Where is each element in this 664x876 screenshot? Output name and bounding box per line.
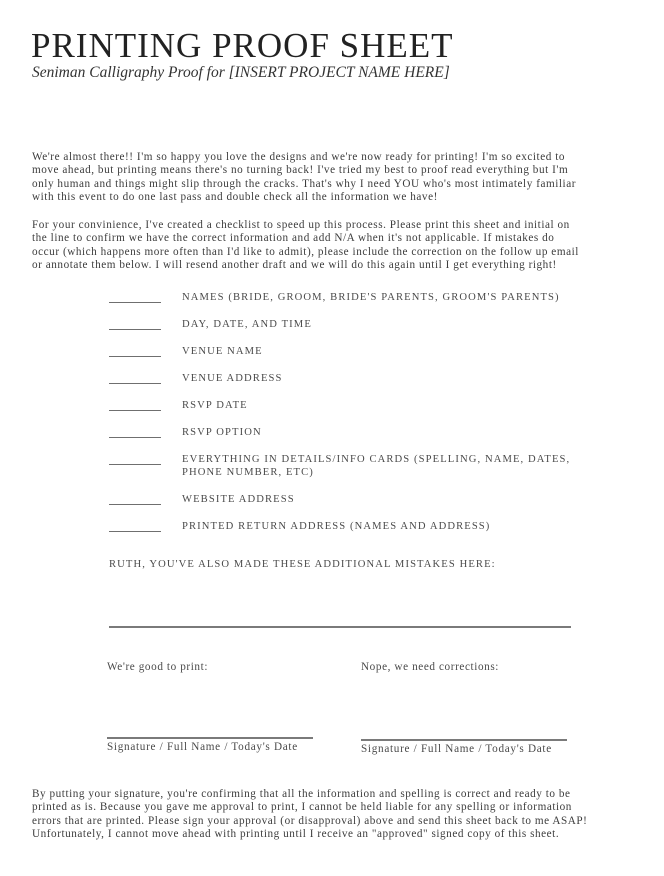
- reject-signature-caption: Signature / Full Name / Today's Date: [361, 743, 552, 755]
- checklist-label: PRINTED RETURN ADDRESS (NAMES AND ADDRESS): [182, 521, 491, 532]
- intro-line: only human and things might slip through the cracks. That's why I need YOU who's most intimately familiar: [32, 177, 577, 190]
- intro-line: with this event to do one last pass and double check all the information we have!: [32, 191, 438, 204]
- disclaimer-paragraph: [32, 788, 642, 842]
- disclaimer-line: Unfortunately, I cannot move ahead with printing until I receive an "approved" signed copy of this sheet.: [32, 828, 560, 841]
- initial-blank[interactable]: [109, 329, 161, 330]
- initial-blank[interactable]: [109, 531, 161, 532]
- intro-paragraph: [32, 151, 642, 205]
- reject-signature-line[interactable]: [361, 739, 567, 741]
- checklist-label: NAMES (BRIDE, GROOM, BRIDE'S PARENTS, GROOM'S PARENTS): [182, 292, 560, 303]
- checklist-label: EVERYTHING IN DETAILS/INFO CARDS (SPELLING, NAME, DATES,: [182, 454, 571, 465]
- approve-signature-line[interactable]: [107, 737, 313, 739]
- approve-heading: We're good to print:: [107, 661, 209, 673]
- intro-line: move ahead, but printing means there's no turning back! I've tried my best to proof read everything but I'm: [32, 164, 569, 177]
- disclaimer-line: errors that are printed. Please sign your approval (or disapproval) above and send this sheet back to me ASAP!: [32, 814, 588, 827]
- initial-blank[interactable]: [109, 504, 161, 505]
- instructions-paragraph: [32, 219, 642, 273]
- instructions-line: occur (which happens more often than I'd like to admit), please include the correction on the follow up email: [32, 245, 579, 258]
- checklist-label: DAY, DATE, AND TIME: [182, 319, 312, 330]
- initial-blank[interactable]: [109, 410, 161, 411]
- additional-mistakes-line[interactable]: [109, 626, 571, 628]
- checklist-label: VENUE NAME: [182, 346, 263, 357]
- page-subtitle: Seniman Calligraphy Proof for [INSERT PROJECT NAME HERE]: [32, 64, 450, 81]
- initial-blank[interactable]: [109, 383, 161, 384]
- page-title: PRINTING PROOF SHEET: [31, 26, 454, 65]
- instructions-line: the line to confirm we have the correct information and add N/A when it's not applicable. If mistakes do: [32, 232, 555, 245]
- initial-blank[interactable]: [109, 437, 161, 438]
- instructions-line: For your convinience, I've created a checklist to speed up this process. Please print this sheet and initial on: [32, 219, 570, 231]
- reject-heading: Nope, we need corrections:: [361, 661, 499, 673]
- intro-line: We're almost there!! I'm so happy you love the designs and we're now ready for printing! I'm so excited to: [32, 151, 566, 163]
- additional-mistakes-label: RUTH, YOU'VE ALSO MADE THESE ADDITIONAL MISTAKES HERE:: [109, 559, 496, 570]
- checklist-label: RSVP DATE: [182, 400, 248, 411]
- disclaimer-line: By putting your signature, you're confirming that all the information and spelling is correct and ready to be: [32, 788, 571, 800]
- checklist-label: WEBSITE ADDRESS: [182, 494, 295, 505]
- checklist-label-continued: PHONE NUMBER, ETC): [182, 467, 314, 478]
- initial-blank[interactable]: [109, 356, 161, 357]
- checklist-label: VENUE ADDRESS: [182, 373, 283, 384]
- initial-blank[interactable]: [109, 302, 161, 303]
- disclaimer-line: printed as is. Because you gave me approval to print, I cannot be held liable for any spelling or information: [32, 801, 572, 814]
- instructions-line: or annotate them below. I will resend another draft and we will do this again until I get everything right!: [32, 259, 557, 272]
- checklist-label: RSVP OPTION: [182, 427, 262, 438]
- initial-blank[interactable]: [109, 464, 161, 465]
- approve-signature-caption: Signature / Full Name / Today's Date: [107, 741, 298, 753]
